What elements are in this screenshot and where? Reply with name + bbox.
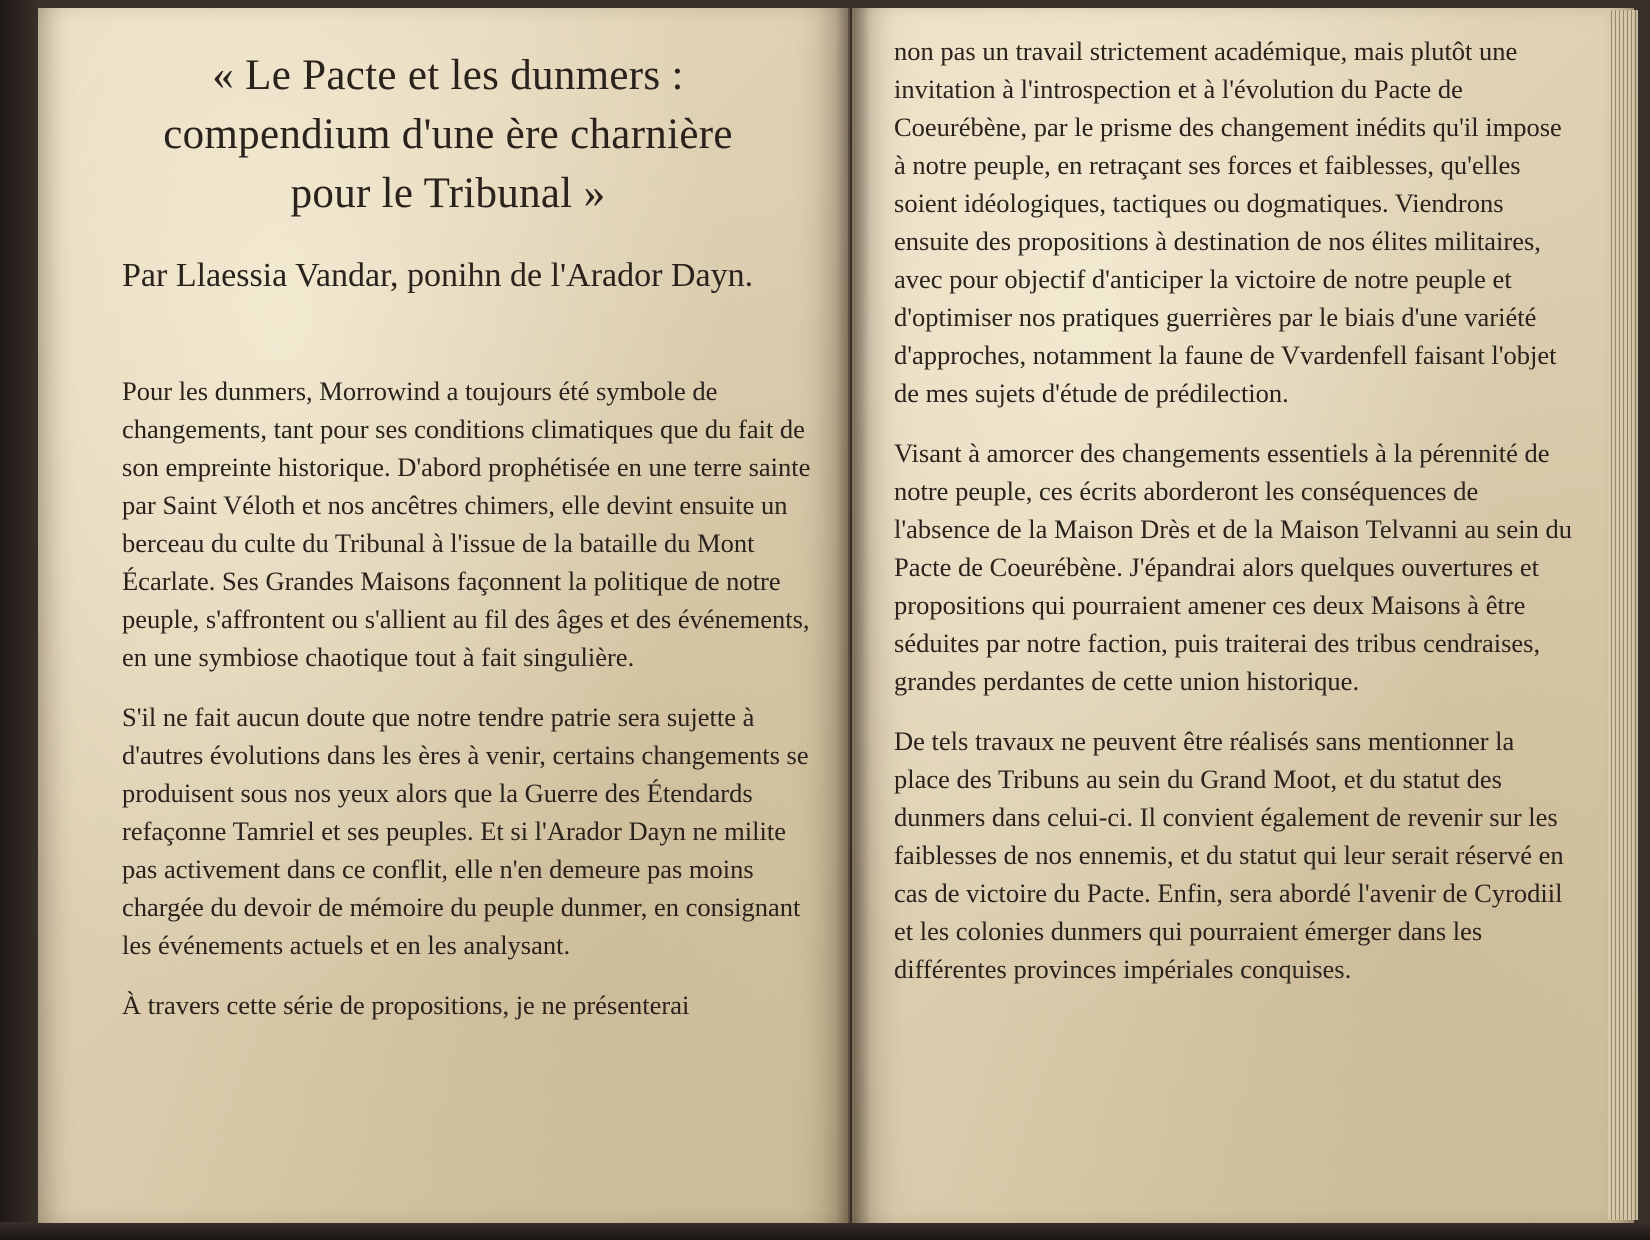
left-page [38, 8, 850, 1223]
book-cover-edge [0, 0, 40, 1240]
right-page [852, 8, 1634, 1223]
paragraph: À travers cette série de propositions, je ne présenterai [122, 990, 690, 1020]
paragraph: Pour les dunmers, Morrowind a toujours été symbole de changements, tant pour ses conditions climatiques que du fait de son empreinte historique. D'abord prophétisée en une terre sainte par Saint Véloth et nos ancêtres chimers, elle devint ensuite un berceau du culte du Tribunal à l'issue de la bataille du Mont Écarlate. Ses Grandes Maisons façonnent la politique de notre peuple, s'affrontent ou s'allient au fil des âges et des événements, en une symbiose chaotique tout à fait singulière. [122, 376, 811, 672]
right-page-text [894, 32, 1574, 988]
paragraph: S'il ne fait aucun doute que notre tendre patrie sera sujette à d'autres évolutions dans les ères à venir, certains changements se produisent sous nos yeux alors que la Guerre des Étendards refaçonne Tamriel et ses peuples. Et si l'Arador Dayn ne milite pas activement dans ce conflit, elle n'en demeure pas moins chargée du devoir de mémoire du peuple dunmer, en consignant les événements actuels et en les analysant. [122, 702, 809, 960]
page-edges [1608, 10, 1638, 1220]
book-title: « Le Pacte et les dunmers : compendium d'une ère charnière pour le Tribunal » [163, 52, 733, 217]
paragraph: De tels travaux ne peuvent être réalisés sans mentionner la place des Tribuns au sein du Grand Moot, et du statut des dunmers dans celui-ci. Il convient également de revenir sur les faiblesses de nos ennemis, et du statut qui leur serait réservé en cas de victoire du Pacte. Enfin, sera abordé l'avenir de Cyrodiil et les colonies dunmers qui pourraient émerger dans les différentes provinces impériales conquises. [894, 726, 1564, 984]
left-page-text [122, 372, 812, 1024]
paragraph: non pas un travail strictement académique, mais plutôt une invitation à l'introspection et à l'évolution du Pacte de Coeurébène, par le prisme des changement inédits qu'il impose à notre peuple, en retraçant ses forces et faiblesses, qu'elles soient idéologiques, tactiques ou dogmatiques. Viendrons ensuite des propositions à destination de nos élites militaires, avec pour objectif d'anticiper la victoire de notre peuple et d'optimiser nos pratiques guerrières par le biais d'une variété d'approches, notamment la faune de Vvardenfell faisant l'objet de mes sujets d'étude de prédilection. [894, 36, 1562, 408]
book-cover-bottom [0, 1222, 1650, 1240]
paragraph: Visant à amorcer des changements essentiels à la pérennité de notre peuple, ces écrits aborderont les conséquences de l'absence de la Maison Drès et de la Maison Telvanni au sein du Pacte de Coeurébène. J'épandrai alors quelques ouvertures et propositions qui pourraient amener ces deux Maisons à être séduites par notre faction, puis traiterai des tribus cendraises, grandes perdantes de cette union historique. [894, 438, 1572, 696]
book-author: Par Llaessia Vandar, ponihn de l'Arador Dayn. [122, 257, 754, 294]
